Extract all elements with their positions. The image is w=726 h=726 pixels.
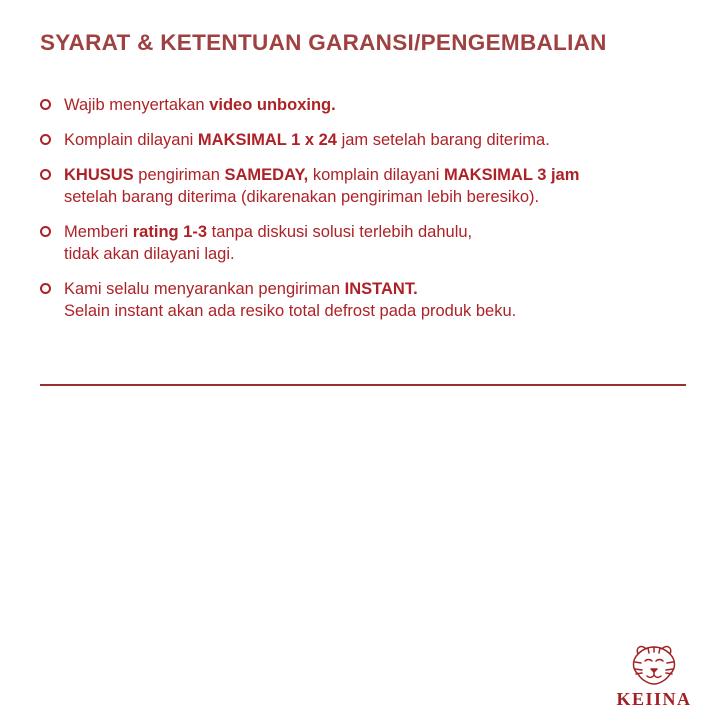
divider	[40, 384, 686, 386]
brand-logo	[606, 641, 702, 710]
list-item	[40, 94, 686, 116]
term-text: Wajib menyertakan video unboxing.	[64, 96, 336, 114]
list-item	[40, 278, 686, 322]
brand-name: KEIINA	[616, 689, 692, 709]
list-item	[40, 129, 686, 151]
terms-list	[40, 94, 686, 322]
list-item	[40, 221, 686, 265]
term-text: Kami selalu menyarankan pengiriman INSTANT. Selain instant akan ada resiko total defrost pada produk beku.	[64, 280, 517, 320]
term-text: Komplain dilayani MAKSIMAL 1 x 24 jam setelah barang diterima.	[64, 131, 550, 149]
bullet-circle-icon	[40, 99, 51, 110]
term-text: Memberi rating 1-3 tanpa diskusi solusi terlebih dahulu, tidak akan dilayani lagi.	[64, 223, 473, 263]
bullet-circle-icon	[40, 134, 51, 145]
term-text: KHUSUS pengiriman SAMEDAY, komplain dilayani MAKSIMAL 3 jam setelah barang diterima (dikarenakan pengiriman lebih beresiko).	[64, 166, 580, 206]
tiger-icon	[622, 641, 686, 687]
bullet-circle-icon	[40, 226, 51, 237]
bullet-circle-icon	[40, 283, 51, 294]
page-title: SYARAT & KETENTUAN GARANSI/PENGEMBALIAN	[40, 30, 607, 55]
bullet-circle-icon	[40, 169, 51, 180]
list-item	[40, 164, 686, 208]
